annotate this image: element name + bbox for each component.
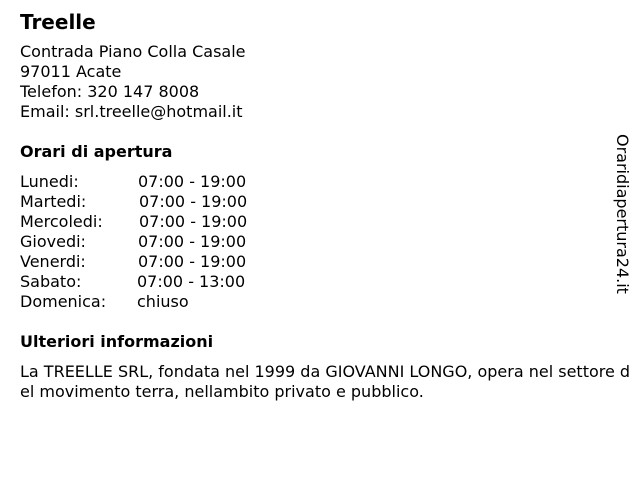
site-watermark: Oraridiapertura24.it (613, 134, 632, 294)
hours-row-monday (20, 172, 632, 192)
day-label: Venerdi: (20, 252, 86, 271)
day-label: Sabato: (20, 272, 82, 291)
hours-row-wednesday (20, 212, 632, 232)
time-range: 07:00 - 19:00 (139, 212, 248, 231)
day-label: Martedi: (20, 192, 87, 211)
additional-info-title: Ulteriori informazioni (20, 332, 214, 351)
phone-number: Telefon: 320 147 8008 (20, 82, 200, 101)
hours-row-thursday (20, 232, 632, 252)
time-range: chiuso (137, 292, 189, 311)
opening-hours-title: Orari di apertura (20, 142, 173, 161)
hours-row-friday (20, 252, 632, 272)
day-label: Domenica: (20, 292, 107, 311)
address-city: 97011 Acate (20, 62, 122, 81)
day-label: Giovedi: (20, 232, 86, 251)
hours-row-tuesday (20, 192, 632, 212)
additional-info-text: La TREELLE SRL, fondata nel 1999 da GIOVANNI LONGO, opera nel settore del movimento terra, nellambito privato e pubblico. (20, 362, 631, 401)
time-range: 07:00 - 19:00 (138, 232, 247, 251)
business-card (20, 10, 632, 402)
day-label: Mercoledi: (20, 212, 103, 231)
time-range: 07:00 - 19:00 (138, 252, 247, 271)
time-range: 07:00 - 19:00 (138, 172, 247, 191)
time-range: 07:00 - 19:00 (139, 192, 248, 211)
time-range: 07:00 - 13:00 (137, 272, 246, 291)
hours-row-sunday (20, 292, 632, 312)
business-name: Treelle (20, 10, 96, 34)
hours-row-saturday (20, 272, 632, 292)
address-street: Contrada Piano Colla Casale (20, 42, 246, 61)
opening-hours-list (20, 172, 632, 312)
email-address: Email: srl.treelle@hotmail.it (20, 102, 243, 121)
day-label: Lunedi: (20, 172, 79, 191)
